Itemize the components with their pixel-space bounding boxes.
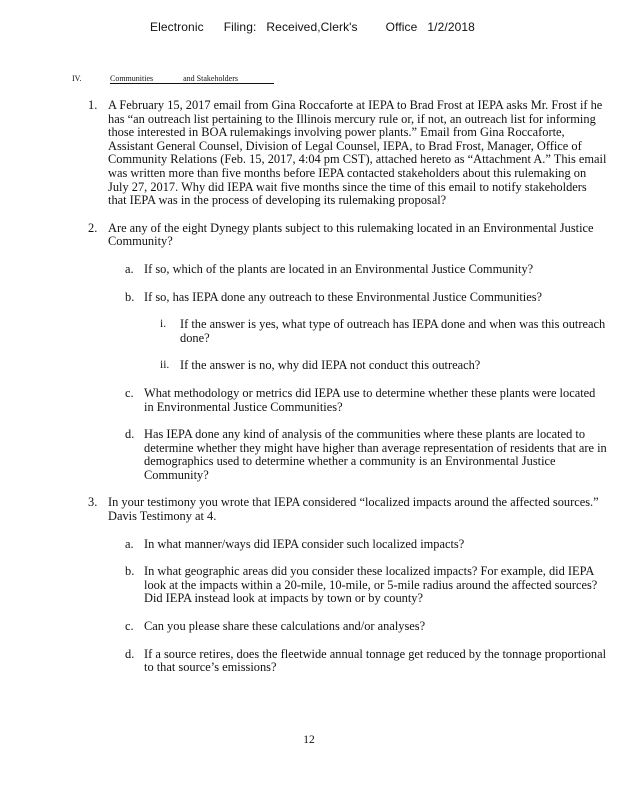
sub-question-text: If the answer is yes, what type of outreach has IEPA done and when was this outreach done?: [180, 317, 606, 345]
sub-question-text: In what manner/ways did IEPA consider such localized impacts?: [144, 536, 465, 551]
section-title: [110, 74, 274, 84]
question-text: In your testimony you wrote that IEPA considered “localized impacts around the affected sources.” Davis Testimony at 4.: [108, 495, 599, 524]
sub-question-2b-ii: [88, 359, 608, 373]
sub-question-2b: [88, 291, 608, 305]
sub-question-text: Has IEPA done any kind of analysis of the communities where these plants are located to determine whether they might have higher than average representation of residents that are in demographics used to determine whether a community is an Environmental Justice Community?: [144, 427, 607, 482]
sub-question-text: If the answer is no, why did IEPA not conduct this outreach?: [180, 358, 481, 373]
header-filing: Filing:: [223, 20, 257, 34]
sub-question-letter: b.: [125, 564, 135, 579]
sub-question-letter: c.: [125, 385, 134, 400]
sub-question-2a: [88, 263, 608, 277]
sub-question-text: If a source retires, does the fleetwide annual tonnage get reduced by the tonnage proportional to that source’s emissions?: [144, 646, 607, 675]
sub-question-3c: [88, 620, 608, 634]
question-number: 1.: [88, 98, 98, 112]
header-date: 1/2/2018: [427, 20, 475, 34]
sub-question-text: If so, which of the plants are located in an Environmental Justice Community?: [144, 261, 534, 276]
sub-question-3b: [88, 565, 608, 606]
question-number: 3.: [88, 495, 98, 510]
sub-question-2b-i: [88, 318, 608, 345]
sub-question-letter: b.: [125, 289, 135, 304]
section-title-part1: Communities: [110, 74, 154, 83]
sub-question-2c: [88, 387, 608, 414]
sub-question-letter: a.: [125, 261, 134, 276]
sub-question-letter: c.: [125, 619, 134, 634]
header-office: Office: [385, 20, 418, 34]
sub-question-letter: a.: [125, 536, 134, 551]
sub-question-letter: d.: [125, 646, 135, 661]
sub-question-text: Can you please share these calculations and/or analyses?: [144, 619, 426, 634]
sub-question-2d: [88, 428, 608, 482]
header-electronic: Electronic: [150, 20, 204, 34]
question-item-2: [88, 222, 608, 249]
page-number: 12: [303, 734, 315, 746]
header-received: Received,Clerk's: [266, 20, 358, 34]
sub-question-roman: i.: [160, 318, 167, 331]
section-numeral: IV.: [72, 74, 82, 83]
sub-question-text: In what geographic areas did you consider these localized impacts? For example, did IEPA look at the impacts within a 20-mile, 10-mile, or 5-mile radius around the affected sources? Did IEPA instead look at impacts by town or by county?: [144, 564, 598, 606]
sub-question-text: If so, has IEPA done any outreach to these Environmental Justice Communities?: [144, 289, 543, 304]
sub-question-letter: d.: [125, 427, 135, 442]
question-number: 2.: [88, 220, 98, 235]
sub-question-3d: [88, 648, 608, 675]
question-text: A February 15, 2017 email from Gina Roccaforte at IEPA to Brad Frost at IEPA asks Mr. Frost if he has “an outreach list pertaining to the Illinois mercury rule or, if not, an outreach list for informing those interested in BOA rulemakings involving power plants.” Email from Gina Roccaforte, Assistant General Counsel, Division of Legal Counsel, IEPA, to Brad Frost, Manager, Office of Community Relations (Feb. 15, 2017, 4:04 pm CST), attached hereto as “Attachment A.” This email was written more than five months before IEPA contacted stakeholders about this rulemaking on July 27, 2017. Why did IEPA wait five months since the time of this email to notify stakeholders that IEPA was in the process of developing its rulemaking proposal?: [108, 98, 607, 208]
question-item-1: [88, 99, 608, 208]
sub-question-roman: ii.: [160, 359, 170, 372]
question-item-3: [88, 496, 608, 523]
question-list: [88, 99, 608, 675]
section-heading: [72, 74, 274, 84]
section-title-part2: and Stakeholders: [183, 74, 238, 83]
sub-question-3a: [88, 538, 608, 552]
sub-question-text: What methodology or metrics did IEPA use to determine whether these plants were located in Environmental Justice Communities?: [144, 385, 596, 414]
filing-header: [150, 20, 475, 34]
question-text: Are any of the eight Dynegy plants subject to this rulemaking located in an Environmental Justice Community?: [108, 220, 594, 249]
